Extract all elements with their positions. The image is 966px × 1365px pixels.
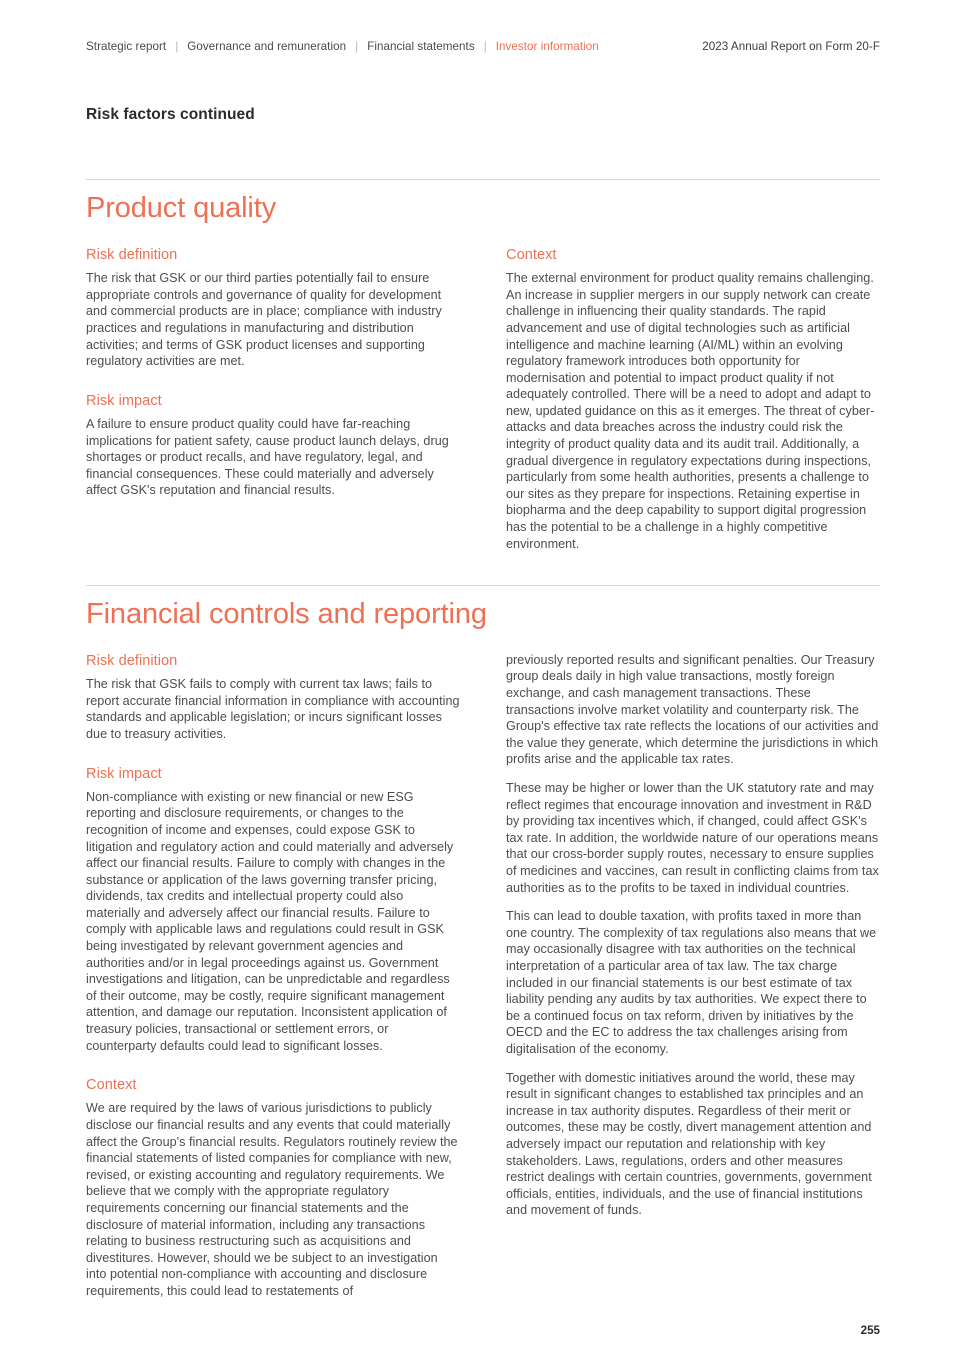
risk-title: Product quality: [86, 192, 277, 224]
paragraph: These may be higher or lower than the UK statutory rate and may reflect regimes that encourage innovation and investment in R&D by providing tax incentives which, if changed, could affect GSK's tax rate. In addition, the worldwide nature of our operations means that our cross-border supply routes, necessary to ensure supplies of medicines and vaccines, can result in conflicting claims from tax authorities as to the profits to be taxed in individual countries.: [506, 781, 879, 895]
subheading-risk-definition: Risk definition: [86, 652, 178, 669]
left-column: [86, 246, 460, 552]
risk-block-financial-controls-and-reporting: [86, 585, 880, 1300]
paragraph: We are required by the laws of various jurisdictions to publicly disclose our financial results and any events that could materially affect the Group's financial results. Regulators routinely review the financial statements of listed companies for compliance with new, revised, or existing accounting and regulatory requirements. We believe that we comply with the appropriate regulatory requirements concerning our financial statements and the disclosure of material information, including any transactions relating to business restructuring such as acquisitions and divestitures. However, should we be subject to an investigation into potential non-compliance with accounting and disclosure requirements, this could lead to restatements of: [86, 1101, 458, 1298]
subheading-context: Context: [506, 246, 557, 263]
running-header: [86, 40, 880, 53]
right-column: [506, 246, 880, 552]
two-column-layout: [86, 652, 880, 1300]
subheading-risk-definition: Risk definition: [86, 246, 178, 263]
nav-item-strategic-report[interactable]: Strategic report: [86, 40, 167, 53]
subheading-risk-impact: Risk impact: [86, 392, 162, 409]
nav-separator: |: [175, 40, 179, 53]
nav-item-investor-information[interactable]: Investor information: [495, 40, 599, 53]
subheading-risk-impact: Risk impact: [86, 765, 162, 782]
section-nav: [86, 40, 599, 53]
nav-item-financial-statements[interactable]: Financial statements: [367, 40, 475, 53]
paragraph: Non-compliance with existing or new financial or new ESG reporting and disclosure requirements, or changes to the recognition of income and expenses, could expose GSK to litigation and regulatory action and could materially and adversely affect our financial results. Failure to comply with changes in the substance or application of the laws governing transfer pricing, dividends, tax credits and intellectual property could also materially and adversely affect our financial results. Failure to comply with applicable laws and regulations could result in GSK being investigated by relevant government agencies and authorities and/or in legal proceedings against us. Government investigations and litigation, can be unpredictable and regardless of their outcome, may be costly, require significant management attention, and damage our reputation. Inconsistent application of treasury policies, transactional or settlement errors, or counterparty defaults could lead to significant losses.: [86, 789, 454, 1053]
risk-block-product-quality: [86, 179, 880, 552]
page-number: 255: [860, 1324, 880, 1337]
paragraph: previously reported results and significant penalties. Our Treasury group deals daily in high value transactions, mostly foreign exchange, and cash management transactions. These transactions involve market volatility and counterparty risk. The Group's effective tax rate reflects the locations of our activities and the value they generate, which determine the jurisdictions in which profits arise and the applicable tax rates.: [506, 652, 879, 767]
nav-separator: |: [355, 40, 359, 53]
paragraph: A failure to ensure product quality could have far-reaching implications for patient safety, cause product launch delays, drug shortages or product recalls, and have regulatory, legal, and financial consequences. These could materially and adversely affect GSK's reputation and financial results.: [86, 416, 449, 498]
paragraph: The risk that GSK or our third parties potentially fail to ensure appropriate controls and governance of quality for development and commercial products are in place; compliance with industry practices and regulations in manufacturing and distribution activities; and terms of GSK product licenses and supporting regulatory activities are met.: [86, 271, 442, 369]
section-divider: [86, 585, 880, 586]
nav-item-governance-and-remuneration[interactable]: Governance and remuneration: [187, 40, 347, 53]
nav-separator: |: [483, 40, 487, 53]
paragraph: The risk that GSK fails to comply with current tax laws; fails to report accurate financial information in compliance with accounting standards and applicable legislation; or incurs significant losses due to treasury activities.: [86, 677, 460, 741]
paragraph: The external environment for product quality remains challenging. An increase in supplier mergers in our supply network can create challenge in influencing their quality standards. The rapid advancement and use of digital technologies such as artificial intelligence and machine learning (AI/ML) within an evolving regulatory framework introduces both opportunity for modernisation and potential to impact product quality if not adequately controlled. There will be a need to adopt and adapt to new, updated guidance on this as it emerges. The threat of cyber-attacks and data breaches across the industry could risk the integrity of product quality data and its audit trail. Additionally, a gradual divergence in regulatory expectations during inspections, particularly from some health authorities, presents a challenge to our sites as they prepare for inspections. Retaining expertise in biopharma and the deep capability to support digital progression has the potential to be a challenge in a highly competitive environment.: [506, 271, 875, 551]
paragraph: This can lead to double taxation, with profits taxed in more than one country. The complexity of tax regulations also means that we may occasionally disagree with tax authorities on the technical interpretation of a particular area of tax law. The tax charge included in our financial statements is our best estimate of tax liability pending any audits by tax authorities. We expect there to be a continued focus on tax reform, driven by initiatives by the OECD and the EC to address the tax challenges arising from digitalisation of the economy.: [506, 909, 877, 1056]
paragraph: Together with domestic initiatives around the world, these may result in significant changes to established tax principles and an increase in tax authority disputes. Regardless of their merit or outcomes, these may be costly, divert management attention and adversely impact our reputation and relationship with key stakeholders. Laws, regulations, orders and other measures restrict dealings with certain countries, governments, government officials, entities, individuals, and the use of financial institutions and movement of funds.: [506, 1070, 872, 1218]
page-title: Risk factors continued: [86, 106, 255, 123]
left-column: [86, 652, 460, 1300]
subheading-context: Context: [86, 1077, 137, 1094]
section-divider: [86, 179, 880, 180]
risk-title: Financial controls and reporting: [86, 598, 487, 630]
right-column: [506, 652, 880, 1300]
two-column-layout: [86, 246, 880, 552]
document-title: 2023 Annual Report on Form 20-F: [702, 40, 880, 53]
